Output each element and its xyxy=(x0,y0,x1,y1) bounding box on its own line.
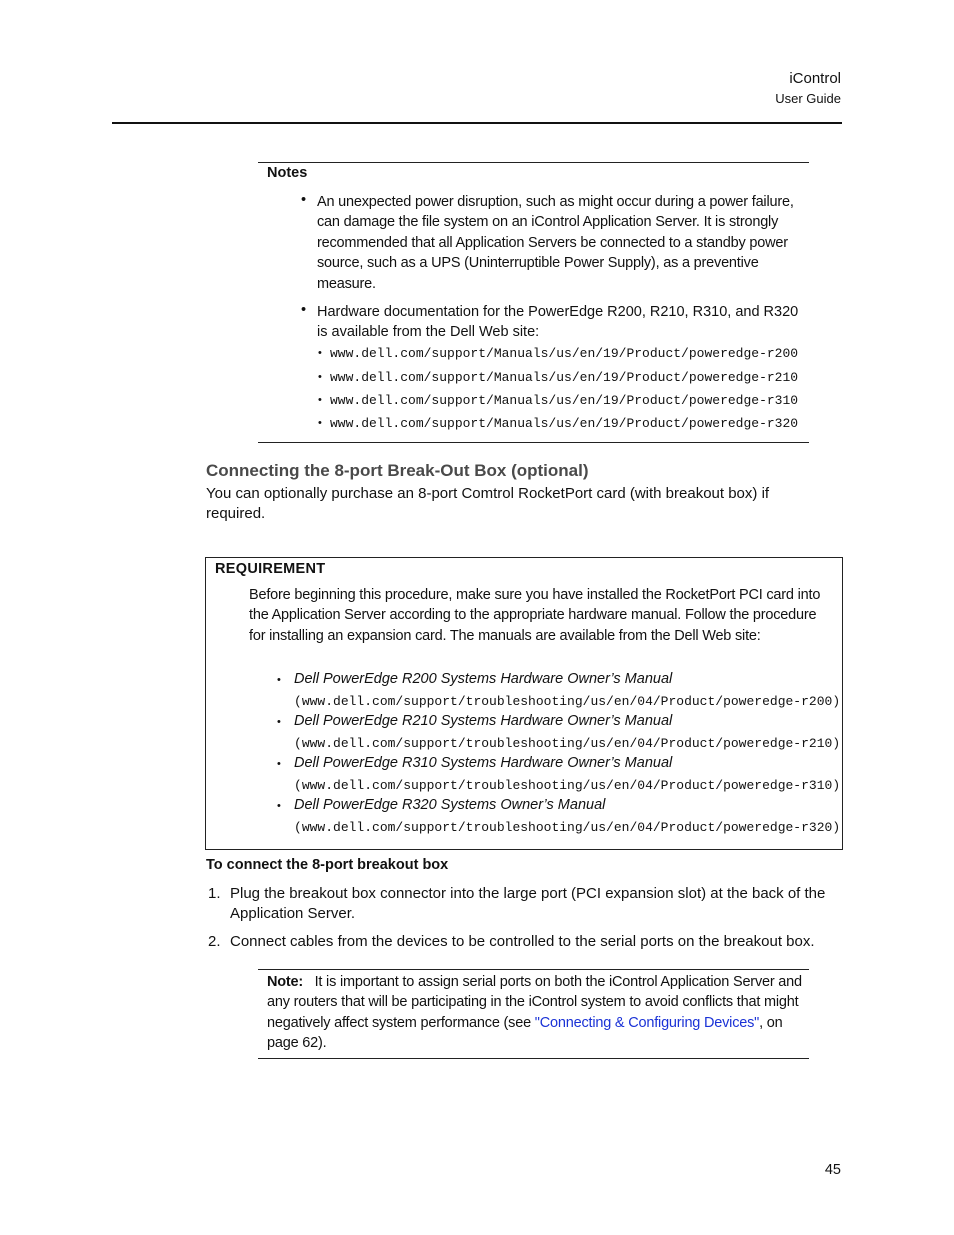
step-number: 2. xyxy=(208,933,221,950)
manual-url-r210[interactable]: (www.dell.com/support/troubleshooting/us/en/04/Product/poweredge-r210) xyxy=(294,736,841,751)
manual-title-r320: Dell PowerEdge R320 Systems Owner’s Manual xyxy=(294,797,606,813)
section-heading: Connecting the 8-port Break-Out Box (optional) xyxy=(206,461,589,480)
manual-title-r200: Dell PowerEdge R200 Systems Hardware Owner’s Manual xyxy=(294,671,673,687)
bullet-icon: • xyxy=(301,302,307,318)
manual-url-r200[interactable]: (www.dell.com/support/troubleshooting/us/en/04/Product/poweredge-r200) xyxy=(294,694,841,709)
bullet-icon: • xyxy=(318,371,322,383)
requirement-body: Before beginning this procedure, make sure you have installed the RocketPort PCI card into the Application Server according to the appropriate hardware manual. Follow the procedure for installing an expansion card. The manuals are available from the Dell Web site: xyxy=(249,587,821,644)
notes-url-r200[interactable]: www.dell.com/support/Manuals/us/en/19/Product/poweredge-r200 xyxy=(330,346,799,361)
bullet-icon: • xyxy=(318,394,322,406)
bullet-icon: • xyxy=(277,674,281,686)
manual-url-r320[interactable]: (www.dell.com/support/troubleshooting/us/en/04/Product/poweredge-r320) xyxy=(294,820,841,835)
notes-title: Notes xyxy=(267,165,308,181)
note-label: Note: xyxy=(267,974,304,990)
connecting-configuring-link[interactable]: "Connecting & Configuring Devices" xyxy=(534,1014,760,1031)
note-body-end: , on page 62). xyxy=(267,1014,783,1052)
note-text xyxy=(267,972,812,1054)
header-title: iControl xyxy=(789,70,841,87)
bullet-icon: • xyxy=(318,347,322,359)
notes-url-r320[interactable]: www.dell.com/support/Manuals/us/en/19/Product/poweredge-r320 xyxy=(330,416,799,431)
bullet-icon: • xyxy=(277,800,281,812)
requirement-title: REQUIREMENT xyxy=(215,561,326,577)
notes-item-hardware: Hardware documentation for the PowerEdge R200, R210, R310, and R320 is available from the Dell Web site: xyxy=(317,304,799,341)
bullet-icon: • xyxy=(277,758,281,770)
step-text: Plug the breakout box connector into the large port (PCI expansion slot) at the back of the Application Server. xyxy=(230,885,826,923)
manual-title-r310: Dell PowerEdge R310 Systems Hardware Owner’s Manual xyxy=(294,755,673,771)
bullet-icon: • xyxy=(277,716,281,728)
bullet-icon: • xyxy=(318,417,322,429)
procedure-heading: To connect the 8-port breakout box xyxy=(206,857,449,873)
step-number: 1. xyxy=(208,885,221,902)
section-body: You can optionally purchase an 8-port Comtrol RocketPort card (with breakout box) if required. xyxy=(206,485,770,523)
header-subtitle: User Guide xyxy=(775,91,841,106)
bullet-icon: • xyxy=(301,192,307,208)
manual-url-r310[interactable]: (www.dell.com/support/troubleshooting/us/en/04/Product/poweredge-r310) xyxy=(294,778,841,793)
header-divider xyxy=(112,122,842,124)
note-body-start: It is important to assign serial ports on both the iControl Application Server and any routers that will be participating in the iControl system to avoid conflicts that might negatively affect system performance (see xyxy=(267,974,802,1031)
page-number: 45 xyxy=(824,1162,841,1178)
manual-title-r210: Dell PowerEdge R210 Systems Hardware Owner’s Manual xyxy=(294,713,673,729)
notes-url-r310[interactable]: www.dell.com/support/Manuals/us/en/19/Product/poweredge-r310 xyxy=(330,393,799,408)
notes-item-power: An unexpected power disruption, such as might occur during a power failure, can damage the file system on an iControl Application Server. It is strongly recommended that all Application Servers be connected to a standby power source, such as a UPS (Uninterruptible Power Supply), as a preventive measure. xyxy=(317,194,794,292)
step-text: Connect cables from the devices to be controlled to the serial ports on the breakout box. xyxy=(230,933,815,950)
notes-url-r210[interactable]: www.dell.com/support/Manuals/us/en/19/Product/poweredge-r210 xyxy=(330,370,799,385)
